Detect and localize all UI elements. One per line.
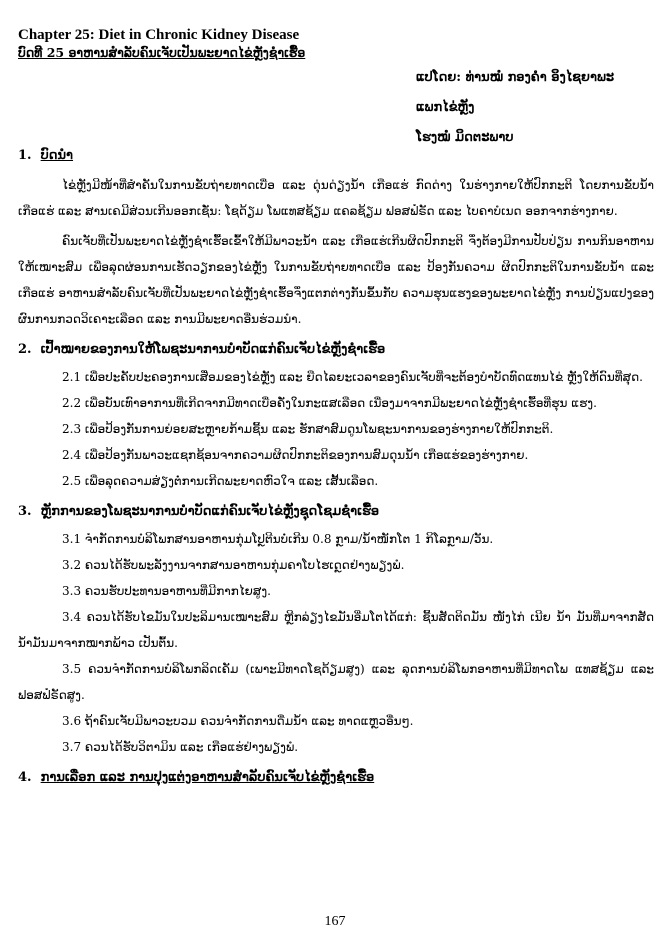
- section-2-item-1: 2.1 ເພື່ອປະຄັບປະຄອງການເສື່ອມຂອງໄຂ່ຫຼັງ ແລະ ຍືດໄລຍະເວລາຂອງຄົນເຈັບທີ່ຈະຕ້ອງບໍາບັດທົດແທນໄຂ່ ຫຼັງໃຫ້ດົນທີ່ສຸດ.: [62, 370, 643, 384]
- section-3-item-5: 3.5 ຄວນຈໍາກັດການບໍລິໂພກລິດເຄັມ (ເພາະມີທາດໂຊດ້ຽມສູງ) ແລະ ລຸດການບໍລິໂພກອາຫານທີ່ມີທາດໂພ ແທສຊ້ຽມ ແລະ ຟອສຟໍຣັດສູງ.: [18, 662, 654, 702]
- translator-block: [416, 63, 614, 153]
- section-3-item-6: 3.6 ຖ້າຄົນເຈັບມີພາວະບວມ ຄວນຈໍາກັດການດື່ມນໍ້າ ແລະ ທາດແຫຼວອື່ນໆ.: [62, 714, 414, 728]
- section-1-number: 1.: [18, 148, 32, 163]
- section-3-item-4: 3.4 ຄວນໄດ້ຮັບໄຂມັນໃນປະລິມານເໝາະສົມ ຫຼີກລ່ຽງໄຂມັນອີ່ມໂຕໄດ້ແກ່: ຊີ້ນສັດຕິດມັນ ໜັງໄກ່ ເນີຍ ນໍ້າ ມັນທີ່ມາຈາກສັດ ນໍ້າມັນມາຈາກໝາກພ້າວ ເປັນຕົ້ນ.: [18, 610, 654, 650]
- section-2-heading: [18, 340, 654, 360]
- page-number: 167: [324, 914, 346, 929]
- section-3-item-1: 3.1 ຈໍາກັດການບໍລິໂພກສານອາຫານກຸ່ມໂປຼຕີນບໍ່ເກີນ 0.8 ກຼາມ/ນໍ້າໜັກໂຕ 1 ກິໂລກຼາມ/ວັນ.: [62, 532, 494, 546]
- section-3-heading: [18, 502, 654, 522]
- section-2-item-5: 2.5 ເພື່ອລຸດຄວາມສ່ຽງຕໍ່ການເກີດພະຍາດຫົວໃຈ ແລະ ເສັ້ນເລືອດ.: [62, 474, 379, 488]
- chapter-title-lao: ບົດທີ 25 ອາຫານສຳລັບຄົນເຈັບເປັນພະຍາດໄຂ່ຫຼັງຊໍາເຮື້ອ: [18, 45, 306, 60]
- translator-department: ແພກໄຂ່ຫຼັງ: [416, 100, 475, 115]
- section-2-title: ເປົ້າໝາຍຂອງການໃຫ້ໂພຊະນາການບໍາບັດແກ່ຄົນເຈັບໄຂ່ຫຼັງຊໍາເຮື້ອ: [40, 342, 386, 357]
- section-3-item-3: 3.3 ຄວນຮັບປະທານອາຫານທີ່ມີກາກໄຍສູງ.: [62, 584, 271, 598]
- section-1-paragraph-2: ຄົນເຈັບທີ່ເປັນພະຍາດໄຂ່ຫຼັງຊໍາເຮື້ອເຂົ້າໃຫ້ມີພາວະນໍ້າ ແລະ ເກືອແຮ່ເກີນຜິດປົກກະຕິ ຈຶ່ງຕ້ອງມີການປັບປ່ຽນ ການກິນອາຫານໃຫ້ເໝາະສົມ ເພື່ອລຸດຜ່ອນການເຮັດວຽກຂອງໄຂ່ຫຼັງ ໃນການຂັບຖ່າຍທາດເບື່ອ ແລະ ປ້ອງກັນຄວາມ ຜິດປົກກະຕິໃນການຂັບນໍ້າ ແລະ ເກືອແຮ່ ອາຫານສຳລັບຄົນເຈັບທີ່ເປັນພະຍາດໄຂ່ຫຼັງຊໍາເຮື້ອຈຶ່ງແຕກຕ່າງກັນຂຶ້ນກັບ ຄວາມຮຸນແຮງຂອງພະຍາດໄຂ່ຫຼັງ ການປ່ຽນແປງຂອງຜົນການກວດວິເຄາະເລືອດ ແລະ ການມີພະຍາດອື່ນຮ່ວມນໍາ.: [18, 234, 654, 326]
- section-1-paragraph-1: ໄຂ່ຫຼັງມີໜ້າທີ່ສຳຄັນໃນການຂັບຖ່າຍທາດເບື່ອ ແລະ ດຸ່ນດ່ຽງນໍ້າ ເກືອແຮ່ ກົດດ່າງ ໃນຮ່າງກາຍໃຫ້ປົກກະຕິ ໂດຍການຂັບນໍ້າ ເກືອແຮ່ ແລະ ສານເຄມີສ່ວນເກີນອອກເຊັ່ນ: ໂຊດ້ຽມ ໂພແທສຊ້ຽມ ແຄລຊ້ຽມ ຟອສຟໍຣັດ ແລະ ໄບຄາບໍເນດ ອອກຈາກຮ່າງກາຍ.: [18, 178, 654, 218]
- translator-hospital: ໂຮງໝໍ ມິດຕະພາບ: [416, 130, 514, 145]
- translator-name: ແປໂດຍ: ທ່ານໝໍ ກອງຄໍາ ອິງໄຊຍາພະ: [416, 70, 615, 85]
- section-4-heading: [18, 768, 654, 788]
- chapter-title-english: Chapter 25: Diet in Chronic Kidney Disease: [18, 27, 300, 43]
- section-3-title: ຫຼັກການຂອງໂພຊະນາການບໍາບັດແກ່ຄົນເຈັບໄຂ່ຫຼັງຊຸດໂຊມຊໍາເຮື້ອ: [40, 504, 380, 519]
- section-2-item-3: 2.3 ເພື່ອປ້ອງກັນການຍ່ອຍສະຫຼາຍກ້າມຊີ້ນ ແລະ ຮັກສາສົມດູນໂພຊະນາການຂອງຮ່າງກາຍໃຫ້ປົກກະຕິ.: [62, 422, 554, 436]
- section-3-item-2: 3.2 ຄວນໄດ້ຮັບພະລັງງານຈາກສານອາຫານກຸ່ມຄາໂບໄຮເດຼດຢ່າງພຽງພໍ.: [62, 558, 405, 572]
- section-3-item-7: 3.7 ຄວນໄດ້ຮັບວິຕາມິນ ແລະ ເກືອແຮ່ຢ່າງພຽງພໍ.: [62, 740, 299, 754]
- chapter-header: [18, 26, 654, 146]
- section-2-item-2: 2.2 ເພື່ອບັນເທົາອາການທີ່ເກີດຈາກມີທາດເບື່ອຄັ່ງໃນກະແສເລືອດ ເນື່ອງມາຈາກມີພະຍາດໄຂ່ຫຼັງຊໍາເຮື້ອທີ່ຮຸນ ແຮງ.: [62, 396, 597, 410]
- section-4-number: 4.: [18, 770, 32, 785]
- section-3-number: 3.: [18, 504, 32, 519]
- section-2-number: 2.: [18, 342, 32, 357]
- section-2-item-4: 2.4 ເພື່ອປ້ອງກັນພາວະແຊກຊ້ອນຈາກຄວາມຜິດປົກກະຕິຂອງການສົມດຸນນໍ້າ ເກືອແຮ່ຂອງຮ່າງກາຍ.: [62, 448, 529, 462]
- section-4-title: ການເລືອກ ແລະ ການປຸງແຕ່ງອາຫານສໍາລັບຄົນເຈັບໄຂ່ຫຼັງຊໍາເຮື້ອ: [40, 770, 375, 785]
- section-1-title: ບົດນຳ: [40, 148, 74, 163]
